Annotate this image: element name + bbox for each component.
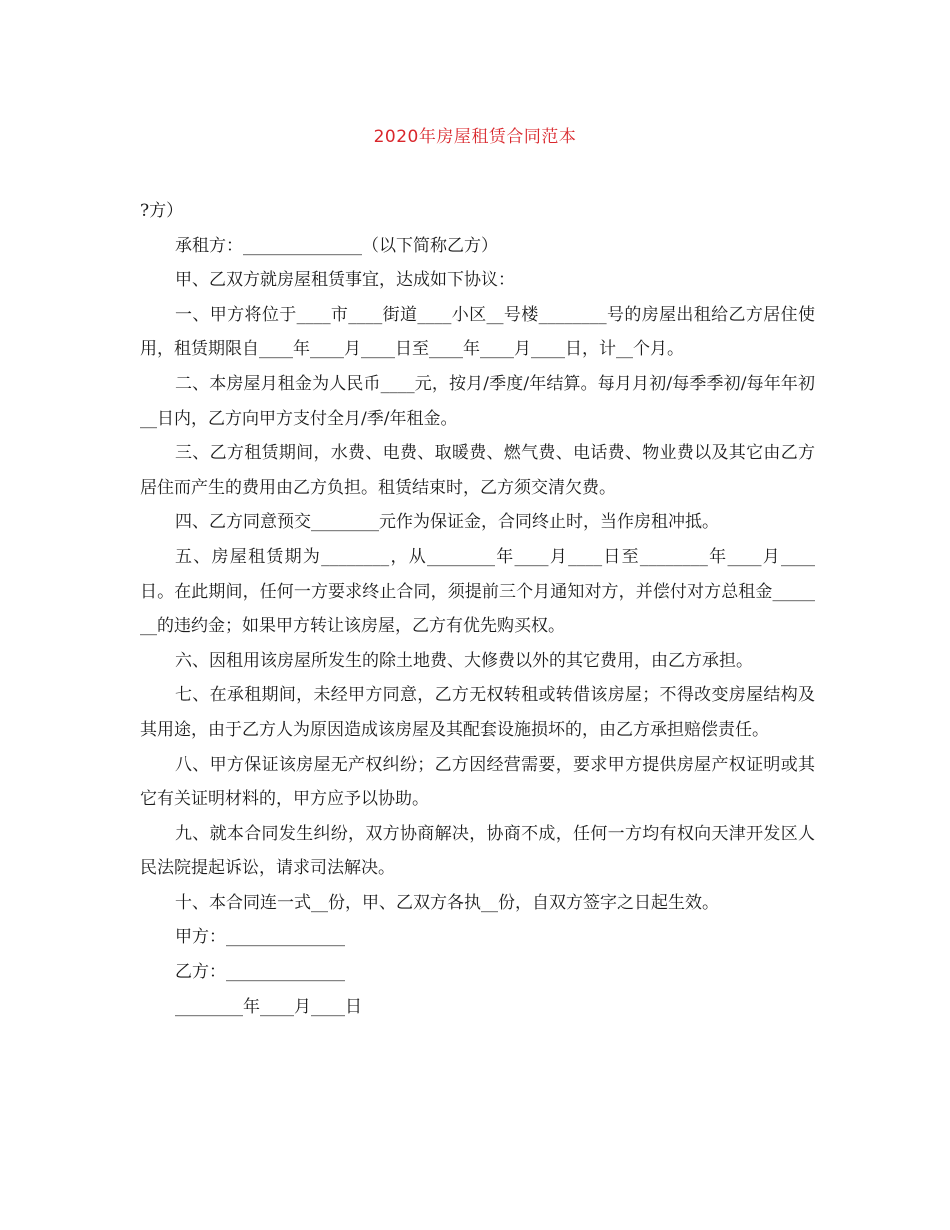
paragraph-lessee: 承租方：______________（以下简称乙方） bbox=[175, 235, 498, 256]
clause-4: 四、乙方同意预交________元作为保证金，合同终止时，当作房租冲抵。 bbox=[175, 512, 719, 533]
signature-date: ________年____月____日 bbox=[175, 996, 362, 1017]
signature-party-a: 甲方：______________ bbox=[175, 927, 345, 948]
signature-party-b: 乙方：______________ bbox=[175, 962, 345, 983]
clause-8: 八、甲方保证该房屋无产权纠纷；乙方因经营需要，要求甲方提供房屋产权证明或其它有关证明材料的，甲方应予以协助。 bbox=[140, 754, 815, 810]
clause-3: 三、乙方租赁期间，水费、电费、取暖费、燃气费、电话费、物业费以及其它由乙方居住而产生的费用由乙方负担。租赁结束时，乙方须交清欠费。 bbox=[140, 443, 815, 498]
clause-9: 九、就本合同发生纠纷，双方协商解决，协商不成，任何一方均有权向天津开发区人民法院提起诉讼，请求司法解决。 bbox=[140, 823, 815, 879]
clause-6: 六、因租用该房屋所发生的除土地费、大修费以外的其它费用，由乙方承担。 bbox=[175, 650, 753, 671]
clause-10: 十、本合同连一式__份，甲、乙双方各执__份，自双方签字之日起生效。 bbox=[175, 892, 719, 913]
clause-2: 二、本房屋月租金为人民币____元，按月/季度/年结算。每月月初/每季季初/每年年初__日内，乙方向甲方支付全月/季/年租金。 bbox=[140, 373, 815, 429]
paragraph-fragment: ?方） bbox=[140, 201, 184, 221]
clause-5: 五、房屋租赁期为________，从________年____月____日至________年____月____日。在此期间，任何一方要求终止合同，须提前三个月通知对方，并偿付对方总租金_______的违约金；如果甲方转让该房屋，乙方有优先购买权。 bbox=[140, 546, 815, 637]
paragraph-agreement-intro: 甲、乙双方就房屋租赁事宜，达成如下协议： bbox=[175, 270, 515, 291]
document-body bbox=[140, 194, 815, 1024]
clause-1: 一、甲方将位于____市____街道____小区__号楼________号的房屋出租给乙方居住使用，租赁期限自____年____月____日至____年____月____日，计__个月。 bbox=[140, 304, 815, 360]
document-title: 2020年房屋租赁合同范本 bbox=[373, 127, 577, 147]
clause-7: 七、在承租期间，未经甲方同意，乙方无权转租或转借该房屋；不得改变房屋结构及其用途，由于乙方人为原因造成该房屋及其配套设施损坏的，由乙方承担赔偿责任。 bbox=[140, 685, 815, 740]
